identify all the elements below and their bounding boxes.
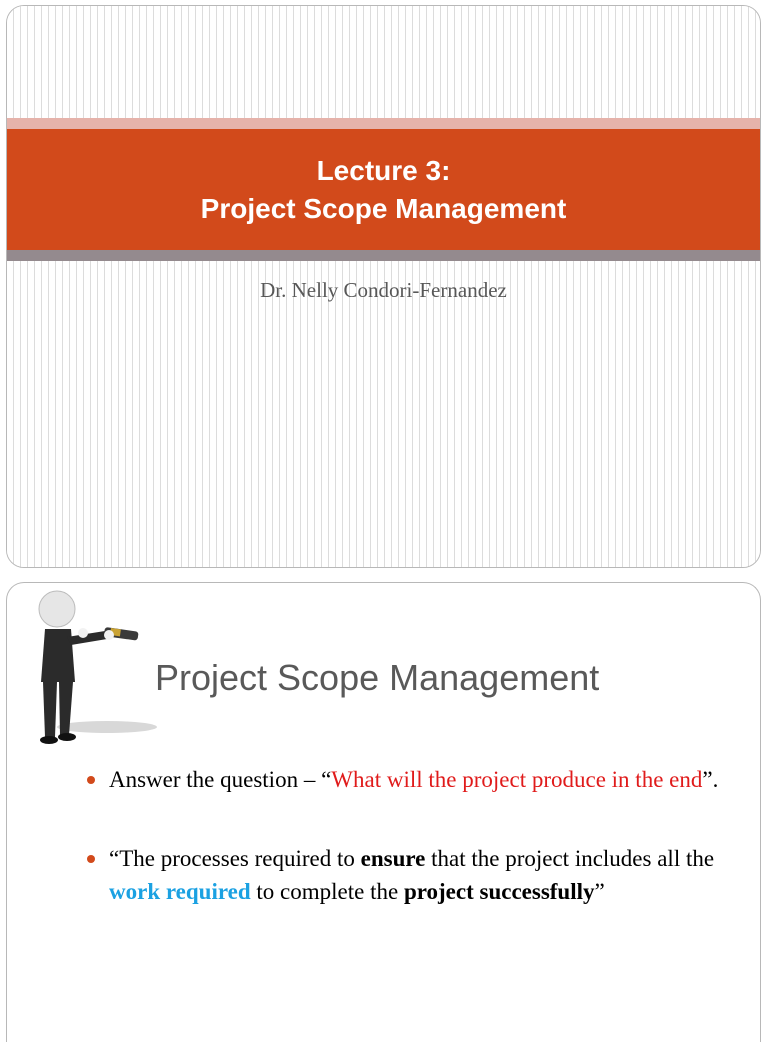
content-slide bbox=[6, 582, 761, 1042]
slide-title-line1: Lecture 3: bbox=[316, 154, 451, 186]
bullet2-text3: to complete the bbox=[250, 879, 404, 904]
bullet-icon bbox=[87, 776, 95, 784]
list-item bbox=[85, 842, 745, 908]
bullet2-bold-success: project successfully bbox=[403, 879, 595, 904]
bullet2-end: ” bbox=[594, 879, 605, 904]
author-name: Dr. Nelly Condori-Fernandez bbox=[260, 278, 507, 302]
bottom-accent-band bbox=[7, 250, 760, 261]
bullet2-highlight: work required bbox=[109, 879, 251, 904]
bullet1-end: ”. bbox=[702, 767, 719, 792]
person-with-telescope-icon bbox=[27, 587, 167, 757]
bullet2-text1: “The processes required to bbox=[109, 846, 361, 871]
list-item bbox=[85, 763, 745, 796]
bullet-icon bbox=[87, 855, 95, 863]
bullet2-bold-ensure: ensure bbox=[360, 846, 426, 871]
slide-title-line2: Project Scope Management bbox=[200, 192, 567, 224]
top-accent-band bbox=[7, 118, 760, 129]
bullet2-text2: that the project includes all the bbox=[425, 846, 715, 871]
bullet-list bbox=[85, 763, 745, 954]
title-slide bbox=[6, 5, 761, 568]
bullet1-text: Answer the question – “ bbox=[109, 767, 332, 792]
bullet1-highlight: What will the project produce in the end bbox=[331, 767, 703, 792]
slide-heading: Project Scope Management bbox=[155, 657, 600, 698]
title-band bbox=[7, 129, 760, 250]
